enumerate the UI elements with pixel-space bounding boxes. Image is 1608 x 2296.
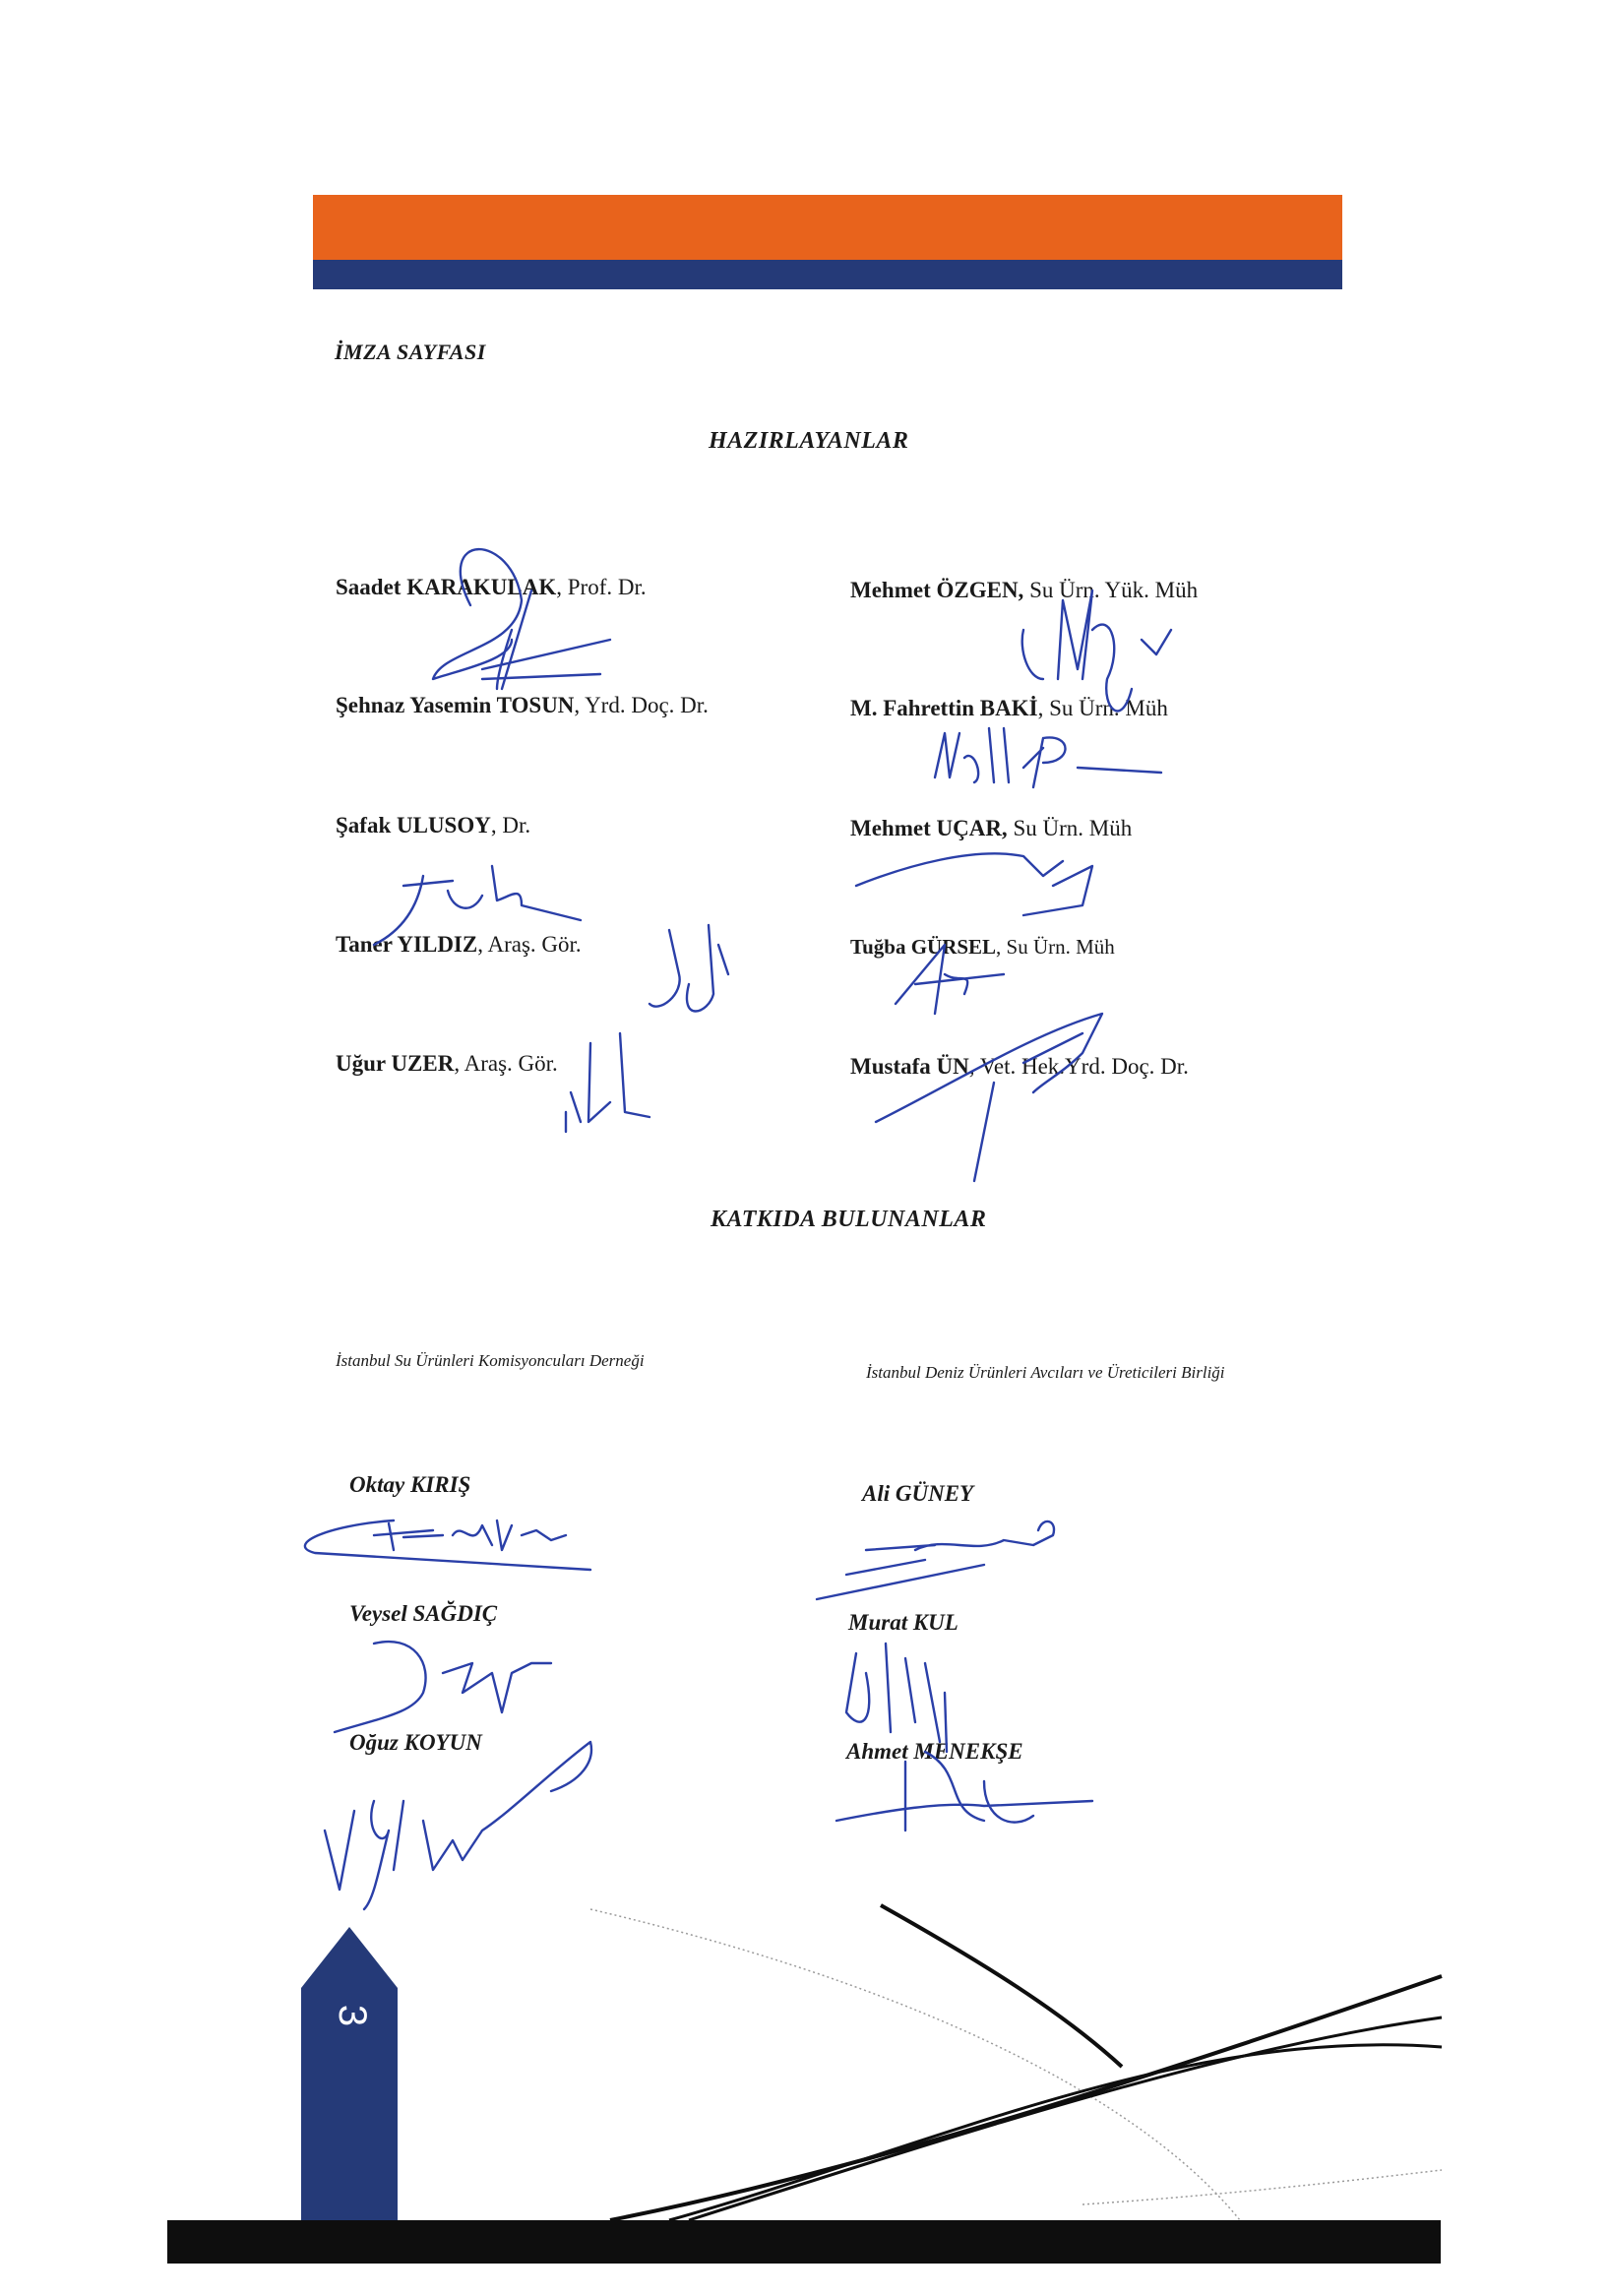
prepared-by-heading: HAZIRLAYANLAR: [709, 428, 909, 454]
contributor-2: Veysel SAĞDIÇ: [349, 1601, 498, 1626]
preparer-1: Saadet KARAKULAK, Prof. Dr.: [336, 575, 647, 599]
preparer-2: Şehnaz Yasemin TOSUN, Yrd. Doç. Dr.: [336, 693, 709, 717]
footer-bar: [167, 2220, 1441, 2264]
right-organization: İstanbul Deniz Ürünleri Avcıları ve Üreticileri Birliği: [866, 1363, 1225, 1382]
contributor-6: Ahmet MENEKŞE: [846, 1739, 1023, 1764]
preparer-6: Mehmet ÖZGEN, Su Ürn. Yük. Müh: [850, 578, 1199, 602]
contributor-3: Oğuz KOYUN: [349, 1730, 482, 1755]
contributor-4: Ali GÜNEY: [862, 1481, 974, 1506]
preparer-10: Mustafa ÜN, Vet. Hek.Yrd. Doç. Dr.: [850, 1054, 1189, 1079]
preparer-3: Şafak ULUSOY, Dr.: [336, 813, 531, 838]
preparer-4: Taner YILDIZ, Araş. Gör.: [336, 932, 582, 957]
preparer-8: Mehmet UÇAR, Su Ürn. Müh: [850, 816, 1133, 840]
page-number: 3: [331, 2004, 374, 2027]
contributor-1: Oktay KIRIŞ: [349, 1472, 471, 1497]
page-title: İMZA SAYFASI: [335, 340, 486, 364]
preparer-7: M. Fahrettin BAKİ, Su Ürn. Müh: [850, 696, 1168, 720]
preparer-5: Uğur UZER, Araş. Gör.: [336, 1051, 558, 1076]
left-organization: İstanbul Su Ürünleri Komisyoncuları Derneği: [336, 1351, 645, 1370]
preparer-9: Tuğba GÜRSEL, Su Ürn. Müh: [850, 935, 1115, 959]
contributors-heading: KATKIDA BULUNANLAR: [711, 1207, 987, 1232]
contributor-5: Murat KUL: [848, 1610, 959, 1635]
